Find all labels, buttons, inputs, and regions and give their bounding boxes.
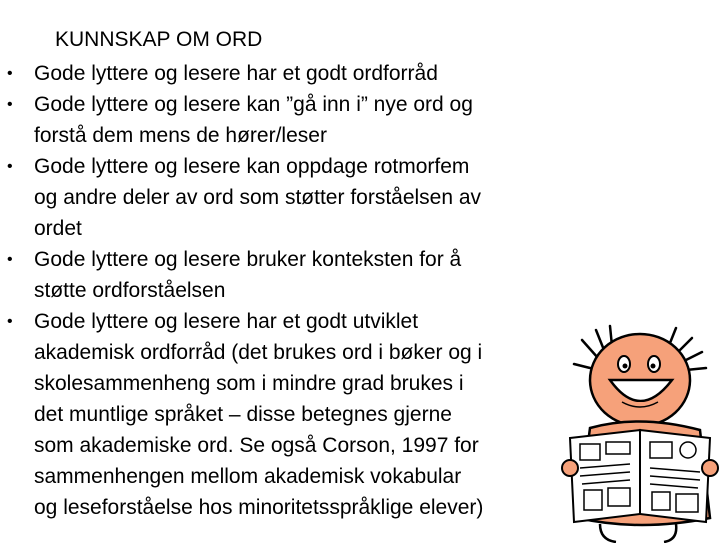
bullet-line: sammenhengen mellom akademisk vokabular: [34, 465, 462, 488]
bullet-line: ordet: [34, 217, 82, 240]
bullet-dot: •: [7, 65, 13, 82]
bullet-line: forstå dem mens de hører/leser: [34, 124, 327, 147]
bullet-list: [0, 58, 560, 523]
bullet-line: Gode lyttere og lesere kan oppdage rotmorfem: [34, 155, 470, 178]
bullet-line: Gode lyttere og lesere har et godt utviklet: [34, 310, 419, 333]
bullet-item: [0, 89, 560, 151]
bullet-item: [0, 151, 560, 244]
bullet-dot: •: [7, 251, 13, 268]
child-reading-newspaper-icon: [560, 318, 720, 543]
bullet-line: som akademiske ord. Se også Corson, 1997 for: [34, 434, 479, 457]
bullet-item: [0, 306, 560, 523]
bullet-item: [0, 244, 560, 306]
bullet-line: Gode lyttere og lesere bruker konteksten for å: [34, 248, 462, 271]
bullet-dot: •: [7, 313, 13, 330]
bullet-line: det muntlige språket – disse betegnes gjerne: [34, 403, 452, 426]
bullet-dot: •: [7, 96, 13, 113]
bullet-item: [0, 58, 560, 89]
bullet-line: støtte ordforståelsen: [34, 279, 226, 302]
bullet-line: skolesammenheng som i mindre grad brukes i: [34, 372, 464, 395]
bullet-line: akademisk ordforråd (det brukes ord i bøker og i: [34, 341, 483, 364]
bullet-line: og andre deler av ord som støtter forståelsen av: [34, 186, 482, 209]
slide-title: KUNNSKAP OM ORD: [55, 28, 263, 51]
bullet-line: Gode lyttere og lesere har et godt ordforråd: [34, 62, 438, 85]
bullet-line: Gode lyttere og lesere kan ”gå inn i” nye ord og: [34, 93, 473, 116]
bullet-dot: •: [7, 158, 13, 175]
bullet-line: og leseforståelse hos minoritetsspråklige elever): [34, 496, 484, 519]
